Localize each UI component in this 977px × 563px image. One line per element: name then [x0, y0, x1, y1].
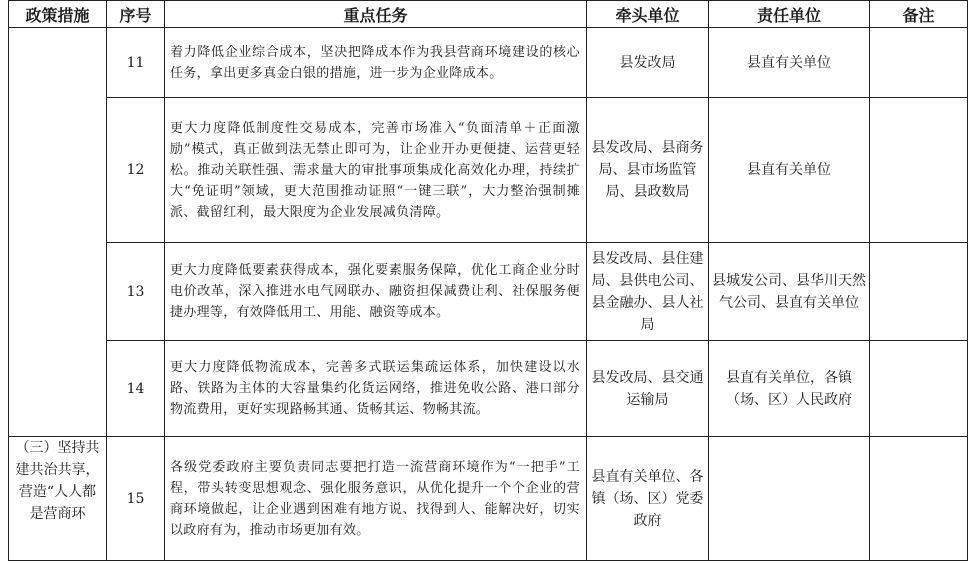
row-task: 着力降低企业综合成本，坚决把降成本作为我县营商环境建设的核心任务，拿出更多真金白银的措施，进一步为企业降成本。: [165, 28, 587, 98]
row-note: [870, 98, 968, 243]
row-lead-unit: 县发改局、县交通运输局: [587, 341, 709, 437]
row-task: 更大力度降低制度性交易成本，完善市场准入“负面清单＋正面激励”模式，真正做到法无禁止即可为，让企业开办更便捷、运营更轻松。推动关联性强、需求量大的审批事项集成化高效化办理，持续扩大“免证明”领域，更大范围推动证照“一键三联”，大力整治强制摊派、截留红利，最大限度为企业发展减负清障。: [165, 98, 587, 243]
row-task: 各级党委政府主要负责同志要把打造一流营商环境作为“一把手”工程，带头转变思想观念、强化服务意识，从优化提升一个个企业的营商环境做起，让企业遇到困难有地方说、找得到人、能解决好，切实以政府有为，推动市场更加有效。: [165, 437, 587, 561]
row-responsible-unit: 县直有关单位: [709, 98, 870, 243]
policy-measure-3: （三）坚持共建共治共享，营造“人人都是营商环: [9, 437, 107, 561]
row-responsible-unit: [709, 437, 870, 561]
table-row: [9, 437, 968, 561]
policy-cell-empty: [9, 28, 107, 437]
row-note: [870, 341, 968, 437]
row-lead-unit: 县发改局、县住建局、县供电公司、县金融办、县人社局: [587, 243, 709, 341]
row-lead-unit: 县直有关单位、各镇（场、区）党委政府: [587, 437, 709, 561]
row-note: [870, 243, 968, 341]
row-lead-unit: 县发改局: [587, 28, 709, 98]
row-task: 更大力度降低要素获得成本，强化要素服务保障，优化工商企业分时电价改革，深入推进水电气网联办、融资担保减费让利、社保服务便捷办理等，有效降低用工、用能、融资等成本。: [165, 243, 587, 341]
row-seq: 15: [107, 437, 165, 561]
row-note: [870, 437, 968, 561]
row-seq: 12: [107, 98, 165, 243]
table-row: [9, 341, 968, 437]
header-task: 重点任务: [165, 1, 587, 28]
row-responsible-unit: 县直有关单位，各镇（场、区）人民政府: [709, 341, 870, 437]
table-row: [9, 28, 968, 98]
row-responsible-unit: 县直有关单位: [709, 28, 870, 98]
header-note: 备注: [870, 1, 968, 28]
row-responsible-unit: 县城发公司、县华川天然气公司、县直有关单位: [709, 243, 870, 341]
row-seq: 13: [107, 243, 165, 341]
row-lead-unit: 县发改局、县商务局、县市场监管局、县政数局: [587, 98, 709, 243]
table-row: [9, 98, 968, 243]
row-seq: 11: [107, 28, 165, 98]
header-responsible-unit: 责任单位: [709, 1, 870, 28]
row-task: 更大力度降低物流成本，完善多式联运集疏运体系，加快建设以水路、铁路为主体的大容量集约化货运网络，推进免收公路、港口部分物流费用，更好实现路畅其通、货畅其运、物畅其流。: [165, 341, 587, 437]
header-seq: 序号: [107, 1, 165, 28]
header-lead-unit: 牵头单位: [587, 1, 709, 28]
table-row: [9, 243, 968, 341]
header-policy: 政策措施: [9, 1, 107, 28]
row-seq: 14: [107, 341, 165, 437]
table-header-row: [9, 1, 968, 28]
policy-task-table: [8, 0, 968, 561]
row-note: [870, 28, 968, 98]
